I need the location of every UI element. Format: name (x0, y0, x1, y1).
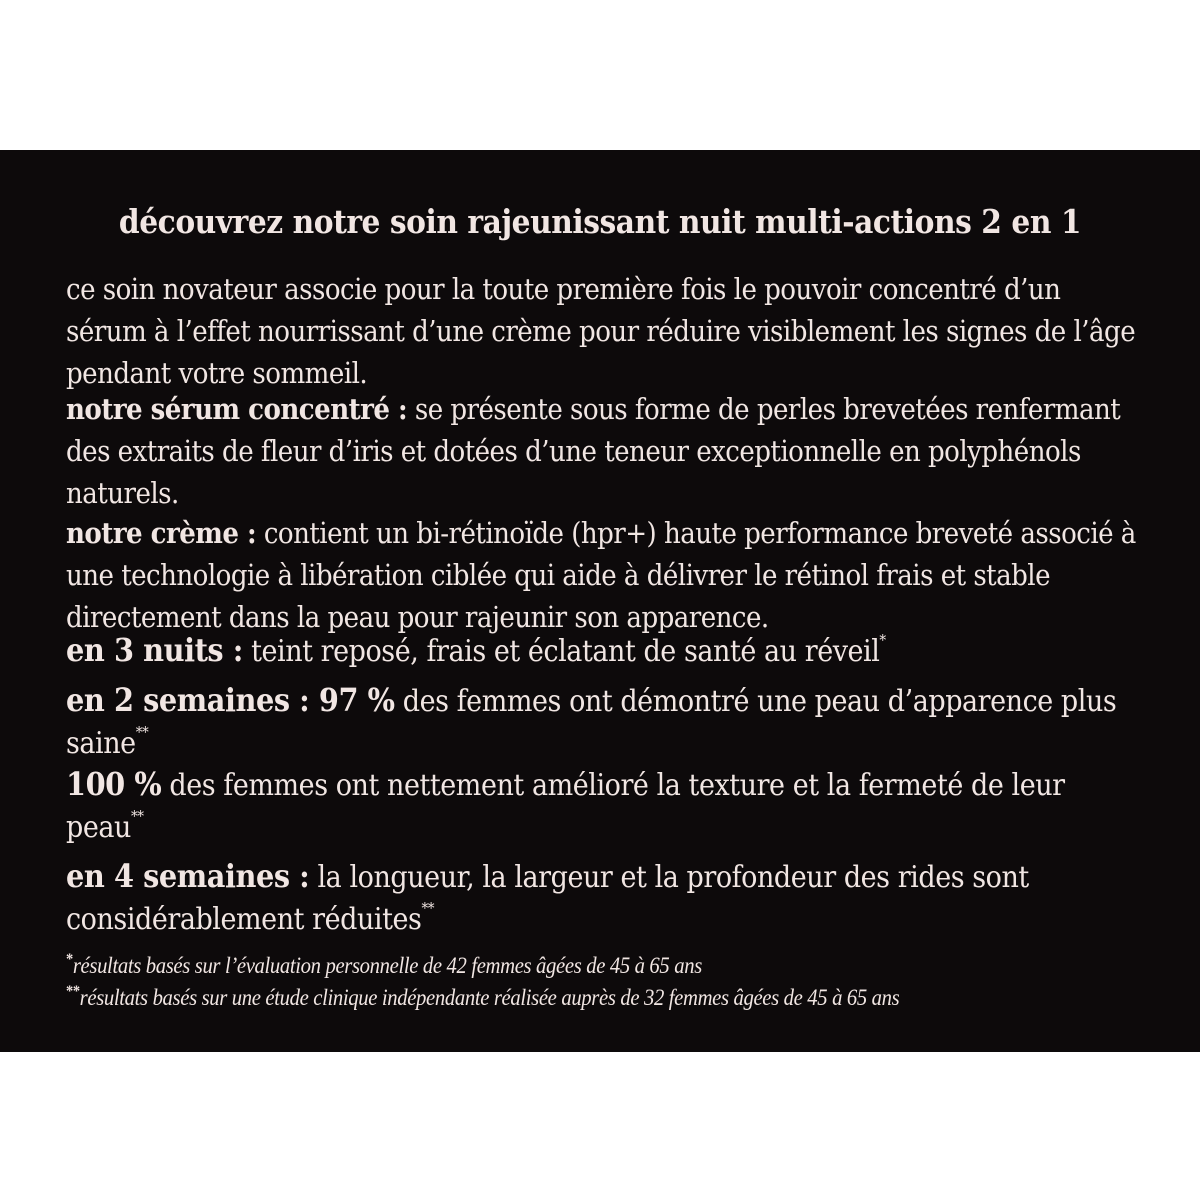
description-body (66, 268, 1141, 1014)
serum-paragraph (66, 388, 1137, 514)
stat-97-number: 97 % (309, 681, 395, 719)
footnote-mark: ** (130, 807, 144, 825)
result-3-nights-lead: en 3 nuits : (66, 631, 243, 669)
result-3-nights (66, 630, 1137, 672)
footnote-1-text: résultats basés sur l’évaluation personnelle de 42 femmes âgées de 45 à 65 ans (72, 953, 702, 978)
packaging-text-panel (0, 150, 1200, 1052)
footnote-2-text: résultats basés sur une étude clinique indépendante réalisée auprès de 32 femmes âgées de 45 à 65 ans (79, 985, 900, 1010)
result-4-weeks-text: la longueur, la largeur et la profondeur des rides sont considérablement réduites (66, 860, 1029, 937)
result-2-weeks (66, 680, 1137, 848)
serum-text: se présente sous forme de perles brevetées renfermant des extraits de fleur d’iris et dotées d’une teneur exceptionnelle en polyphénols naturels. (66, 392, 1121, 510)
product-title: découvrez notre soin rajeunissant nuit multi-actions 2 en 1 (118, 202, 1082, 241)
stat-100-number: 100 % (66, 765, 162, 803)
stat-100-text: des femmes ont nettement amélioré la texture et la fermeté de leur peau (66, 768, 1065, 845)
footnote-mark: ** (135, 723, 149, 741)
result-4-weeks-lead: en 4 semaines : (66, 857, 310, 895)
result-4-weeks (66, 856, 1137, 940)
footnote-mark: * (879, 631, 886, 649)
serum-lead: notre sérum concentré : (66, 392, 408, 426)
intro-paragraph: ce soin novateur associe pour la toute première fois le pouvoir concentré d’un sérum à l’effet nourrissant d’une crème pour réduire visiblement les signes de l’âge pendant votre sommeil. (66, 272, 1136, 390)
footnote-2 (66, 982, 1137, 1014)
footnote-1-mark: * (66, 951, 73, 968)
creme-lead: notre crème : (66, 516, 257, 550)
creme-paragraph (66, 512, 1137, 638)
result-2-weeks-lead: en 2 semaines : (66, 681, 310, 719)
result-3-nights-text: teint reposé, frais et éclatant de santé au réveil (242, 634, 880, 669)
stat-97-text: des femmes ont démontré une peau d’apparence plus saine (66, 684, 1117, 761)
creme-text: contient un bi-rétinoïde (hpr+) haute performance breveté associé à une technologie à libération ciblée qui aide à délivrer le rétinol frais et stable directement dans la peau pour rajeunir son apparence. (66, 516, 1136, 634)
footnote-1 (66, 950, 1137, 982)
footnote-mark: ** (421, 899, 435, 917)
footnotes (66, 950, 1137, 1014)
footnote-2-mark: ** (66, 983, 80, 1000)
